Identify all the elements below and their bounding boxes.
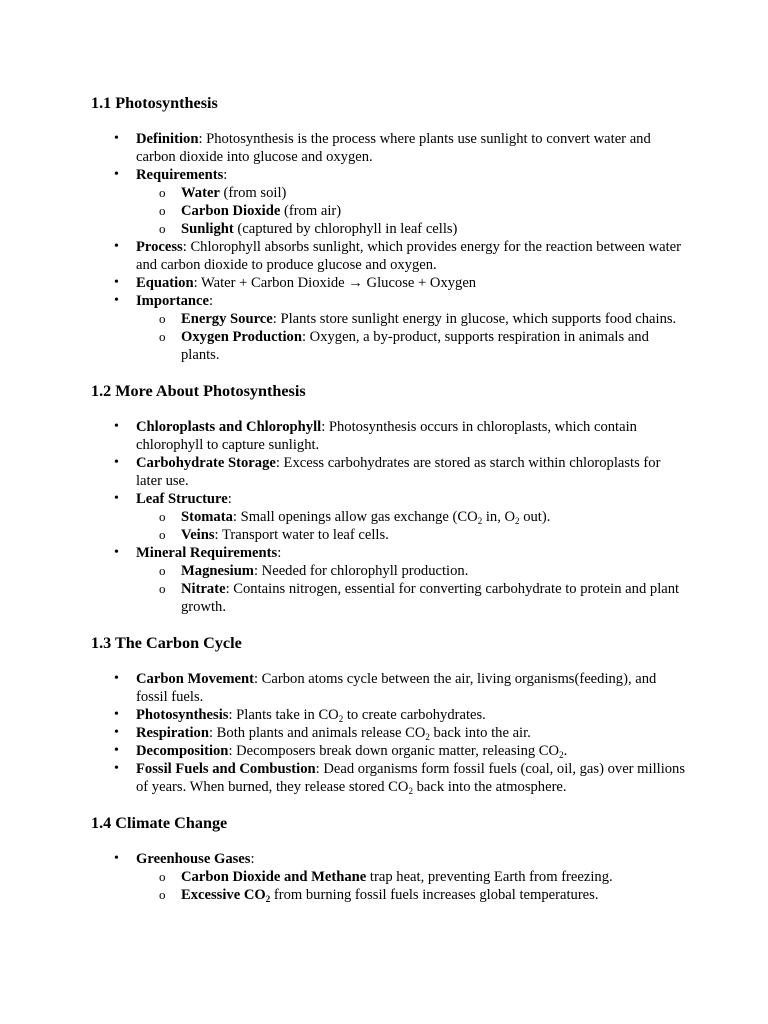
list-item bbox=[136, 490, 688, 544]
term: Importance bbox=[136, 293, 209, 309]
description: trap heat, preventing Earth from freezing. bbox=[366, 869, 613, 885]
section-more-about-photosynthesis bbox=[91, 381, 688, 616]
description: : Water + Carbon Dioxide → Glucose + Oxygen bbox=[193, 275, 477, 291]
subscript: 2 bbox=[477, 516, 483, 526]
description: : Photosynthesis occurs in chloroplasts, which contain chlorophyll to capture sunlight. bbox=[136, 419, 637, 453]
list-item bbox=[136, 274, 688, 292]
term: Equation bbox=[136, 275, 194, 291]
description: : Decomposers break down organic matter, releasing CO bbox=[228, 743, 560, 759]
sub-list-item bbox=[181, 184, 688, 202]
term: Magnesium bbox=[181, 563, 254, 579]
term: Excessive CO bbox=[181, 887, 266, 903]
subscript: 2 bbox=[515, 516, 520, 526]
description: : Chlorophyll absorbs sunlight, which provides energy for the reaction between water and carbon dioxide to produce glucose and oxygen. bbox=[136, 239, 681, 273]
sub-list-item bbox=[181, 580, 688, 616]
description: : Needed for chlorophyll production. bbox=[253, 563, 469, 579]
description: (captured by chlorophyll in leaf cells) bbox=[233, 221, 458, 237]
term: Requirements bbox=[136, 167, 224, 183]
subscript: 2 bbox=[559, 750, 564, 760]
description: : bbox=[250, 851, 255, 867]
bullet-list bbox=[91, 130, 688, 364]
term: Oxygen Production bbox=[181, 329, 302, 345]
description: in, O bbox=[482, 509, 516, 525]
sub-list-item bbox=[181, 220, 688, 238]
section-photosynthesis bbox=[91, 93, 688, 364]
description: to create carbohydrates. bbox=[343, 707, 486, 723]
sub-list bbox=[136, 868, 688, 904]
list-item bbox=[136, 130, 688, 166]
description: : Contains nitrogen, essential for converting carbohydrate to protein and plant growth. bbox=[181, 581, 680, 615]
term: Greenhouse Gases bbox=[136, 851, 251, 867]
term: Fossil Fuels and Combustion bbox=[136, 761, 316, 777]
section-heading: 1.4 Climate Change bbox=[91, 814, 228, 832]
subscript: 2 bbox=[265, 894, 271, 904]
description: : Oxygen, a by-product, supports respiration in animals and plants. bbox=[181, 329, 649, 363]
section-heading: 1.1 Photosynthesis bbox=[91, 94, 218, 112]
description: : Small openings allow gas exchange (CO bbox=[232, 509, 478, 525]
list-item bbox=[136, 292, 688, 364]
term: Carbohydrate Storage bbox=[136, 455, 276, 471]
term: Definition bbox=[136, 131, 199, 147]
sub-list-item bbox=[181, 562, 688, 580]
description: back into the air. bbox=[429, 725, 531, 741]
section-heading: 1.2 More About Photosynthesis bbox=[91, 382, 306, 400]
description: : Dead organisms form fossil fuels (coal, oil, gas) over millions of years. When burned, they release stored CO bbox=[136, 761, 686, 795]
description: : Photosynthesis is the process where plants use sunlight to convert water and carbon dioxide into glucose and oxygen. bbox=[136, 131, 651, 165]
term: Mineral Requirements bbox=[136, 545, 278, 561]
list-item bbox=[136, 760, 688, 796]
term: Process bbox=[136, 239, 183, 255]
term: Stomata bbox=[181, 509, 233, 525]
list-item bbox=[136, 706, 688, 724]
description: : Plants store sunlight energy in glucose, which supports food chains. bbox=[272, 311, 677, 327]
list-item bbox=[136, 670, 688, 706]
term: Nitrate bbox=[181, 581, 226, 597]
subscript: 2 bbox=[338, 714, 344, 724]
sub-list-item bbox=[181, 868, 688, 886]
term: Leaf Structure bbox=[136, 491, 228, 507]
description: : Both plants and animals release CO bbox=[208, 725, 426, 741]
term: Veins bbox=[181, 527, 215, 543]
description: : Carbon atoms cycle between the air, living organisms(feeding), and fossil fuels. bbox=[136, 671, 657, 705]
sub-list bbox=[136, 184, 688, 238]
subscript: 2 bbox=[408, 786, 413, 796]
list-item bbox=[136, 454, 688, 490]
description: : bbox=[208, 293, 214, 309]
list-item bbox=[136, 238, 688, 274]
sub-list bbox=[136, 562, 688, 616]
sub-list-item bbox=[181, 328, 688, 364]
sub-list-item bbox=[181, 202, 688, 220]
description: : bbox=[227, 491, 232, 507]
section-heading: 1.3 The Carbon Cycle bbox=[91, 634, 242, 652]
description: : bbox=[223, 167, 228, 183]
term: Sunlight bbox=[181, 221, 234, 237]
list-item bbox=[136, 418, 688, 454]
description: : Excess carbohydrates are stored as starch within chloroplasts for later use. bbox=[136, 455, 661, 489]
list-item bbox=[136, 742, 688, 760]
term: Carbon Dioxide and Methane bbox=[181, 869, 367, 885]
description: : Plants take in CO bbox=[228, 707, 339, 723]
sub-list bbox=[136, 508, 688, 544]
list-item bbox=[136, 724, 688, 742]
section-carbon-cycle bbox=[91, 633, 688, 796]
description: from burning fossil fuels increases global temperatures. bbox=[270, 887, 599, 903]
section-climate-change bbox=[91, 813, 688, 904]
description: . bbox=[563, 743, 568, 759]
description: back into the atmosphere. bbox=[412, 779, 567, 795]
description: : bbox=[277, 545, 282, 561]
term: Respiration bbox=[136, 725, 209, 741]
sub-list-item bbox=[181, 310, 688, 328]
bullet-list bbox=[91, 850, 688, 904]
description: : Transport water to leaf cells. bbox=[214, 527, 389, 543]
term: Chloroplasts and Chlorophyll bbox=[136, 419, 322, 435]
sub-list-item bbox=[181, 508, 688, 526]
sub-list bbox=[136, 310, 688, 364]
sub-list-item bbox=[181, 886, 688, 904]
description: (from soil) bbox=[219, 185, 287, 201]
list-item bbox=[136, 850, 688, 904]
term: Carbon Dioxide bbox=[181, 203, 281, 219]
term: Carbon Movement bbox=[136, 671, 254, 687]
subscript: 2 bbox=[425, 732, 430, 742]
term: Decomposition bbox=[136, 743, 229, 759]
list-item bbox=[136, 166, 688, 238]
description: (from air) bbox=[280, 203, 342, 219]
term: Energy Source bbox=[181, 311, 273, 327]
term: Water bbox=[181, 185, 220, 201]
list-item bbox=[136, 544, 688, 616]
sub-list-item bbox=[181, 526, 688, 544]
bullet-list bbox=[91, 418, 688, 616]
term: Photosynthesis bbox=[136, 707, 229, 723]
bullet-list bbox=[91, 670, 688, 796]
description: out). bbox=[519, 509, 551, 525]
